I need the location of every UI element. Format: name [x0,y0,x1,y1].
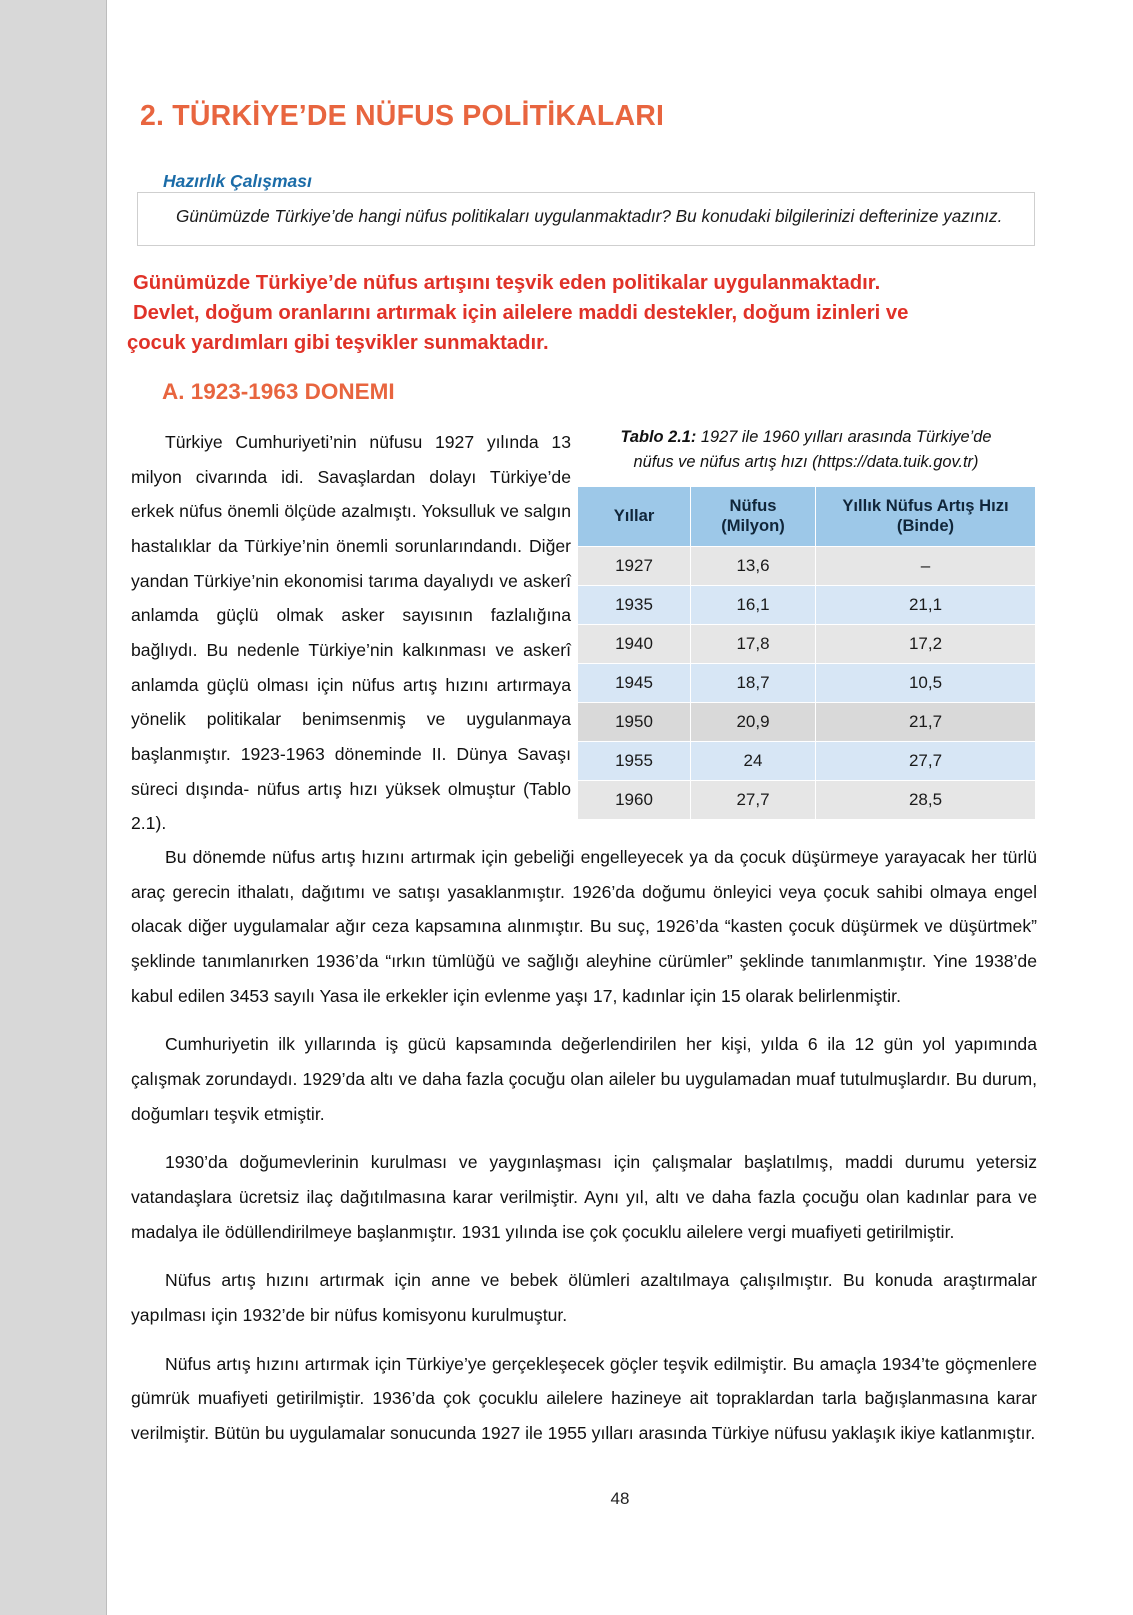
cell-population: 20,9 [691,703,816,742]
body-paragraph: Cumhuriyetin ilk yıllarında iş gücü kapsamında değerlendirilen her kişi, yılda 6 ila 12 gün yol yapımında çalışmak zorundaydı. 1929’da altı ve daha fazla çocuğu olan aileler bu uygulamadan muaf tutulmuşlardır. Bu durum, doğumları teşvik etmiştir. [131,1034,1037,1124]
table-row [578,742,1036,781]
cell-year: 1945 [578,664,691,703]
prep-question-text: Günümüzde Türkiye’de hangi nüfus politikaları uygulanmaktadır? Bu konudaki bilgilerinizi defterinize yazınız. [176,206,1003,226]
table-header-population-line1: Nüfus [729,495,777,515]
page-number: 48 [610,1489,630,1508]
table-header-years [578,486,691,546]
table-row [578,664,1036,703]
table-caption [577,425,1035,475]
cell-population: 18,7 [691,664,816,703]
table-caption-label: Tablo 2.1: [620,428,697,446]
cell-growth: 10,5 [816,664,1036,703]
intro-paragraph: Türkiye Cumhuriyeti’nin nüfusu 1927 yılında 13 milyon civarında idi. Savaşlardan dolayı Türkiye’de erkek nüfus önemli ölçüde azalmıştı. Yoksulluk ve salgın hastalıklar da Türkiye’nin önemli sorunlarındandı. Diğer yandan Türkiye’nin ekonomisi tarıma dayalıydı ve askerî anlamda güçlü olmak asker sayısının fazlalığına bağlıydı. Bu nedenle Türkiye’nin kalkınması ve askerî anlamda güçlü olması için nüfus artış hızını artırmaya yönelik politikalar benimsenmiş ve uygulanmaya başlanmıştır. 1923-1963 döneminde II. Dünya Savaşı süreci dışında- nüfus artış hızı yüksek olmuştur (Tablo 2.1). [131,432,571,834]
cell-year: 1927 [578,547,691,586]
body-paragraph: Nüfus artış hızını artırmak için Türkiye’ye gerçekleşecek göçler teşvik edilmiştir. Bu amaçla 1934’te göçmenlere gümrük muafiyeti getirilmiştir. 1936’da çok çocuklu ailelere hazineye ait topraklardan tarla bağışlanmasına karar verilmiştir. Bütün bu uygulamalar sonucunda 1927 ile 1955 yılları arasında Türkiye nüfusu yaklaşık ikiye katlanmıştır. [131,1353,1037,1443]
cell-growth: 27,7 [816,742,1036,781]
cell-growth: 28,5 [816,781,1036,820]
cell-growth: 21,7 [816,703,1036,742]
answer-line-3: çocuk yardımları gibi teşvikler sunmaktadır. [127,332,549,355]
table-row [578,625,1036,664]
subsection-title: A. 1923-1963 DONEMI [162,379,395,404]
cell-year: 1935 [578,586,691,625]
table-header-row [578,486,1036,546]
cell-growth: 17,2 [816,625,1036,664]
body-paragraph: Nüfus artış hızını artırmak için anne ve bebek ölümleri azaltılmaya çalışılmıştır. Bu konuda araştırmalar yapılması için 1932’de bir nüfus komisyonu kurulmuştur. [131,1270,1037,1325]
cell-year: 1960 [578,781,691,820]
table-row [578,547,1036,586]
cell-population: 27,7 [691,781,816,820]
table-header-population-line2: (Milyon) [721,516,785,536]
cell-population: 24 [691,742,816,781]
table-header-growth-line1: Yıllık Nüfus Artış Hızı [842,495,1009,515]
cell-growth: 21,1 [816,586,1036,625]
body-paragraph: 1930’da doğumevlerinin kurulması ve yaygınlaşması için çalışmalar başlatılmış, maddi durumu yetersiz vatandaşlara ücretsiz ilaç dağıtılmasına karar verilmiştir. Aynı yıl, altı ve daha fazla çocuğu olan kadınlar para ve madalya ile ödüllendirilmeye başlanmıştır. 1931 yılında ise çok çocuklu ailelere vergi muafiyeti getirilmiştir. [131,1152,1037,1242]
cell-year: 1955 [578,742,691,781]
cell-population: 17,8 [691,625,816,664]
table-header-years-line1: Yıllar [613,506,655,526]
table-row [578,781,1036,820]
page-title: 2. TÜRKİYE’DE NÜFUS POLİTİKALARI [140,100,665,132]
body-text [131,840,1037,1451]
page-left-gutter-band [0,0,106,1615]
cell-growth: – [816,547,1036,586]
prep-activity-label: Hazırlık Çalışması [163,171,312,191]
body-paragraph: Bu dönemde nüfus artış hızını artırmak için gebeliği engelleyecek ya da çocuk düşürmeye yarayacak her türlü araç gerecin ithalatı, dağıtımı ve satışı yasaklanmıştır. 1926’da doğumu önleyici veya çocuk sahibi olmaya engel olacak diğer uygulamalar ağır ceza kapsamına alınmıştır. Bu suç, 1926’da “kasten çocuk düşürmek ve düşürtmek” şeklinde tanımlanırken 1936’da “ırkın tümlüğü ve sağlığı aleyhine cürümler” şeklinde tanımlanmıştır. Yine 1938’de kabul edilen 3453 sayılı Yasa ile erkekler için evlenme yaşı 17, kadınlar için 15 olarak belirlenmiştir. [131,847,1037,1006]
table-caption-line-1: 1927 ile 1960 yılları arasında Türkiye’de [696,428,992,446]
cell-year: 1950 [578,703,691,742]
cell-population: 16,1 [691,586,816,625]
table-caption-line-2: nüfus ve nüfus artış hızı (https://data.tuik.gov.tr) [633,452,979,471]
table-header-growth-line2: (Binde) [896,516,955,536]
handwritten-answer [127,268,1038,358]
answer-line-2: Devlet, doğum oranlarını artırmak için ailelere maddi destekler, doğum izinleri ve [133,302,909,325]
population-table [577,486,1036,820]
answer-line-1: Günümüzde Türkiye’de nüfus artışını teşvik eden politikalar uygulanmaktadır. [133,272,881,294]
table-header-growth [816,486,1036,546]
table-row [578,586,1036,625]
page-sheet [107,0,1133,1615]
table-figure [577,425,1035,820]
cell-population: 13,6 [691,547,816,586]
table-row [578,703,1036,742]
table-header-population [691,486,816,546]
cell-year: 1940 [578,625,691,664]
prep-activity-box [137,192,1035,246]
